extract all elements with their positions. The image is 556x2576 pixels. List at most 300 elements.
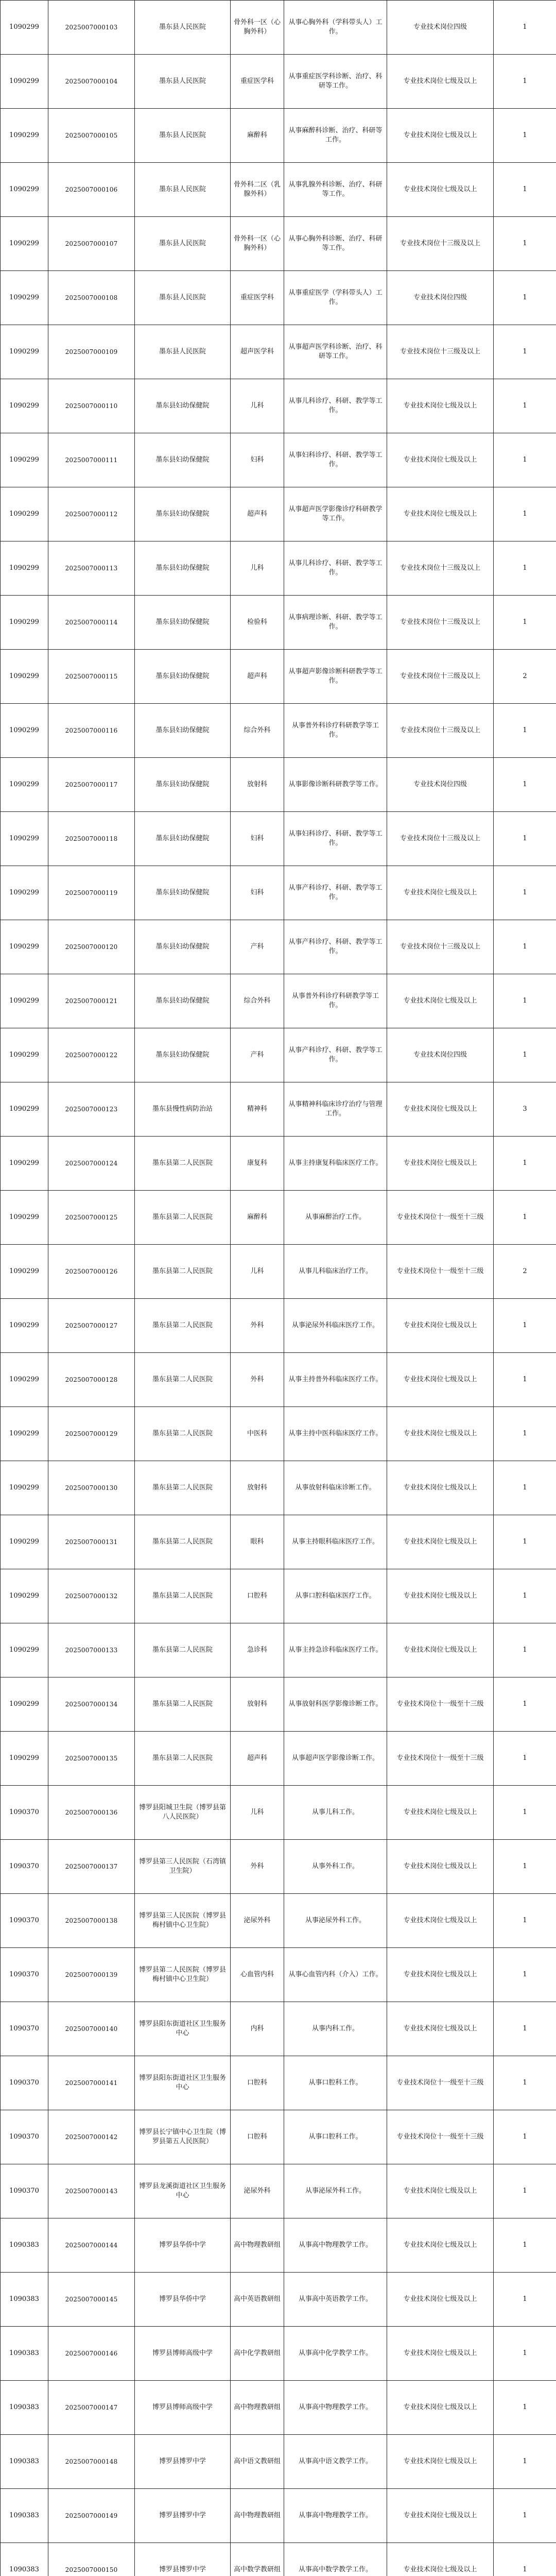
headcount-cell: 1 xyxy=(494,217,556,271)
department-cell: 高中数学教研组 xyxy=(231,2543,284,2576)
department-cell: 放射科 xyxy=(231,1461,284,1515)
department-cell: 儿科 xyxy=(231,541,284,596)
table-row xyxy=(1,1515,556,1569)
table-row xyxy=(1,2218,556,2273)
hiring-unit-cell: 墨东县妇幼保健院 xyxy=(135,433,231,487)
headcount-cell: 1 xyxy=(494,812,556,866)
duty-cell: 从事儿科临床治疗工作。 xyxy=(284,1245,387,1299)
hiring-unit-cell: 墨东县妇幼保健院 xyxy=(135,812,231,866)
post-type-cell: 专业技术岗位四级 xyxy=(387,758,494,812)
table-row xyxy=(1,487,556,541)
headcount-cell: 1 xyxy=(494,974,556,1028)
headcount-cell: 1 xyxy=(494,920,556,974)
hiring-unit-cell: 博罗县博师高级中学 xyxy=(135,2381,231,2435)
duty-cell: 从事泌尿外科工作。 xyxy=(284,1894,387,1948)
department-cell: 外科 xyxy=(231,1353,284,1407)
headcount-cell: 1 xyxy=(494,1191,556,1245)
headcount-cell: 1 xyxy=(494,704,556,758)
table-row xyxy=(1,1948,556,2002)
post-type-cell: 专业技术岗位七级及以上 xyxy=(387,1407,494,1461)
department-cell: 放射科 xyxy=(231,758,284,812)
post-type-cell: 专业技术岗位七级及以上 xyxy=(387,1353,494,1407)
table-row xyxy=(1,596,556,650)
department-cell: 泌尿外科 xyxy=(231,1894,284,1948)
table-row xyxy=(1,2381,556,2435)
department-cell: 内科 xyxy=(231,2002,284,2056)
table-row xyxy=(1,2164,556,2218)
headcount-cell: 1 xyxy=(494,1948,556,2002)
post-type-cell: 专业技术岗位七级及以上 xyxy=(387,1515,494,1569)
headcount-cell: 1 xyxy=(494,2218,556,2273)
unit-code-cell: 1090299 xyxy=(1,1245,48,1299)
table-row xyxy=(1,2002,556,2056)
post-code-cell: 2025007000147 xyxy=(48,2381,135,2435)
post-code-cell: 2025007000121 xyxy=(48,974,135,1028)
unit-code-cell: 1090299 xyxy=(1,1191,48,1245)
duty-cell: 从事高中物理教学工作。 xyxy=(284,2218,387,2273)
department-cell: 口腔科 xyxy=(231,2110,284,2164)
table-row xyxy=(1,2435,556,2489)
department-cell: 综合外科 xyxy=(231,974,284,1028)
post-code-cell: 2025007000139 xyxy=(48,1948,135,2002)
unit-code-cell: 1090299 xyxy=(1,1677,48,1732)
post-code-cell: 2025007000115 xyxy=(48,650,135,704)
unit-code-cell: 1090370 xyxy=(1,1894,48,1948)
post-type-cell: 专业技术岗位十一级至十三级 xyxy=(387,1677,494,1732)
unit-code-cell: 1090299 xyxy=(1,55,48,109)
hiring-unit-cell: 墨东县人民医院 xyxy=(135,55,231,109)
headcount-cell: 2 xyxy=(494,650,556,704)
post-code-cell: 2025007000144 xyxy=(48,2218,135,2273)
headcount-cell: 1 xyxy=(494,2164,556,2218)
post-type-cell: 专业技术岗位十三级及以上 xyxy=(387,920,494,974)
post-type-cell: 专业技术岗位四级 xyxy=(387,1,494,55)
post-code-cell: 2025007000111 xyxy=(48,433,135,487)
post-code-cell: 2025007000126 xyxy=(48,1245,135,1299)
post-type-cell: 专业技术岗位七级及以上 xyxy=(387,1786,494,1840)
headcount-cell: 1 xyxy=(494,1028,556,1082)
post-code-cell: 2025007000145 xyxy=(48,2273,135,2327)
department-cell: 高中物理教研组 xyxy=(231,2218,284,2273)
post-code-cell: 2025007000107 xyxy=(48,217,135,271)
department-cell: 重症医学科 xyxy=(231,271,284,325)
unit-code-cell: 1090299 xyxy=(1,974,48,1028)
table-row xyxy=(1,2543,556,2576)
post-code-cell: 2025007000140 xyxy=(48,2002,135,2056)
hiring-unit-cell: 墨东县第二人民医院 xyxy=(135,1191,231,1245)
post-type-cell: 专业技术岗位七级及以上 xyxy=(387,2543,494,2576)
table-row xyxy=(1,704,556,758)
headcount-cell: 1 xyxy=(494,1,556,55)
hiring-unit-cell: 墨东县第二人民医院 xyxy=(135,1569,231,1623)
unit-code-cell: 1090299 xyxy=(1,1353,48,1407)
department-cell: 精神科 xyxy=(231,1082,284,1137)
post-code-cell: 2025007000150 xyxy=(48,2543,135,2576)
duty-cell: 从事外科工作。 xyxy=(284,1840,387,1894)
department-cell: 产科 xyxy=(231,1028,284,1082)
post-type-cell: 专业技术岗位七级及以上 xyxy=(387,1082,494,1137)
post-type-cell: 专业技术岗位七级及以上 xyxy=(387,379,494,433)
department-cell: 麻醉科 xyxy=(231,109,284,163)
duty-cell: 从事产科诊疗、科研、教学等工作。 xyxy=(284,1028,387,1082)
hiring-unit-cell: 墨东县第二人民医院 xyxy=(135,1353,231,1407)
post-code-cell: 2025007000134 xyxy=(48,1677,135,1732)
unit-code-cell: 1090299 xyxy=(1,1569,48,1623)
table-row xyxy=(1,1299,556,1353)
hiring-unit-cell: 博罗县博罗中学 xyxy=(135,2489,231,2543)
headcount-cell: 1 xyxy=(494,1786,556,1840)
unit-code-cell: 1090299 xyxy=(1,487,48,541)
post-code-cell: 2025007000109 xyxy=(48,325,135,379)
duty-cell: 从事主持眼科临床医疗工作。 xyxy=(284,1515,387,1569)
table-body xyxy=(1,1,556,2576)
table-row xyxy=(1,55,556,109)
headcount-cell: 1 xyxy=(494,1515,556,1569)
table-row xyxy=(1,2110,556,2164)
hiring-unit-cell: 墨东县第二人民医院 xyxy=(135,1732,231,1786)
table-row xyxy=(1,1569,556,1623)
post-code-cell: 2025007000137 xyxy=(48,1840,135,1894)
duty-cell: 从事超声医学影像诊疗科研教学等工作。 xyxy=(284,487,387,541)
table-row xyxy=(1,271,556,325)
headcount-cell: 1 xyxy=(494,2056,556,2110)
duty-cell: 从事妇科诊疗、科研、教学等工作。 xyxy=(284,433,387,487)
hiring-unit-cell: 墨东县第二人民医院 xyxy=(135,1515,231,1569)
department-cell: 口腔科 xyxy=(231,2056,284,2110)
post-code-cell: 2025007000118 xyxy=(48,812,135,866)
hiring-unit-cell: 博罗县第三人民医院（石湾镇卫生院） xyxy=(135,1840,231,1894)
duty-cell: 从事口腔科临床医疗工作。 xyxy=(284,1569,387,1623)
post-type-cell: 专业技术岗位十一级至十三级 xyxy=(387,1191,494,1245)
post-type-cell: 专业技术岗位七级及以上 xyxy=(387,974,494,1028)
post-code-cell: 2025007000132 xyxy=(48,1569,135,1623)
post-code-cell: 2025007000142 xyxy=(48,2110,135,2164)
duty-cell: 从事高中化学教学工作。 xyxy=(284,2327,387,2381)
unit-code-cell: 1090299 xyxy=(1,109,48,163)
hiring-unit-cell: 博罗县阳东街道社区卫生服务中心 xyxy=(135,2002,231,2056)
hiring-unit-cell: 墨东县第二人民医院 xyxy=(135,1623,231,1677)
hiring-unit-cell: 墨东县妇幼保健院 xyxy=(135,487,231,541)
duty-cell: 从事内科工作。 xyxy=(284,2002,387,2056)
table-row xyxy=(1,2327,556,2381)
post-type-cell: 专业技术岗位十一级至十三级 xyxy=(387,2056,494,2110)
unit-code-cell: 1090299 xyxy=(1,704,48,758)
post-code-cell: 2025007000124 xyxy=(48,1137,135,1191)
post-type-cell: 专业技术岗位七级及以上 xyxy=(387,2327,494,2381)
table-row xyxy=(1,1786,556,1840)
unit-code-cell: 1090299 xyxy=(1,163,48,217)
table-row xyxy=(1,1840,556,1894)
duty-cell: 从事高中数学教学工作。 xyxy=(284,2543,387,2576)
duty-cell: 从事放射科医学影像诊断工作。 xyxy=(284,1677,387,1732)
duty-cell: 从事精神科临床诊疗治疗与管理工作。 xyxy=(284,1082,387,1137)
department-cell: 泌尿外科 xyxy=(231,2164,284,2218)
department-cell: 急诊科 xyxy=(231,1623,284,1677)
department-cell: 高中语文教研组 xyxy=(231,2435,284,2489)
post-code-cell: 2025007000146 xyxy=(48,2327,135,2381)
department-cell: 高中英语教研组 xyxy=(231,2273,284,2327)
duty-cell: 从事超声医学影像诊断工作。 xyxy=(284,1732,387,1786)
headcount-cell: 1 xyxy=(494,2110,556,2164)
headcount-cell: 1 xyxy=(494,433,556,487)
table-row xyxy=(1,541,556,596)
headcount-cell: 1 xyxy=(494,2002,556,2056)
table-row xyxy=(1,2489,556,2543)
headcount-cell: 1 xyxy=(494,2327,556,2381)
post-type-cell: 专业技术岗位七级及以上 xyxy=(387,109,494,163)
duty-cell: 从事妇科诊疗、科研、教学等工作。 xyxy=(284,812,387,866)
headcount-cell: 1 xyxy=(494,2273,556,2327)
unit-code-cell: 1090299 xyxy=(1,1407,48,1461)
post-type-cell: 专业技术岗位十三级及以上 xyxy=(387,325,494,379)
hiring-unit-cell: 墨东县妇幼保健院 xyxy=(135,974,231,1028)
post-code-cell: 2025007000128 xyxy=(48,1353,135,1407)
hiring-unit-cell: 博罗县博罗中学 xyxy=(135,2543,231,2576)
post-code-cell: 2025007000125 xyxy=(48,1191,135,1245)
headcount-cell: 1 xyxy=(494,325,556,379)
post-type-cell: 专业技术岗位七级及以上 xyxy=(387,2164,494,2218)
headcount-cell: 1 xyxy=(494,271,556,325)
department-cell: 高中物理教研组 xyxy=(231,2381,284,2435)
post-code-cell: 2025007000113 xyxy=(48,541,135,596)
table-row xyxy=(1,379,556,433)
unit-code-cell: 1090299 xyxy=(1,433,48,487)
duty-cell: 从事影像诊断科研教学等工作。 xyxy=(284,758,387,812)
hiring-unit-cell: 博罗县博罗中学 xyxy=(135,2435,231,2489)
table-row xyxy=(1,650,556,704)
table-row xyxy=(1,758,556,812)
post-type-cell: 专业技术岗位七级及以上 xyxy=(387,1894,494,1948)
duty-cell: 从事泌尿外科临床医疗工作。 xyxy=(284,1299,387,1353)
headcount-cell: 1 xyxy=(494,379,556,433)
unit-code-cell: 1090383 xyxy=(1,2381,48,2435)
post-type-cell: 专业技术岗位四级 xyxy=(387,1028,494,1082)
unit-code-cell: 1090299 xyxy=(1,866,48,920)
unit-code-cell: 1090299 xyxy=(1,1028,48,1082)
duty-cell: 从事心胸外科（学科带头人）工作。 xyxy=(284,1,387,55)
headcount-cell: 1 xyxy=(494,1569,556,1623)
hiring-unit-cell: 墨东县妇幼保健院 xyxy=(135,920,231,974)
duty-cell: 从事高中语文教学工作。 xyxy=(284,2435,387,2489)
unit-code-cell: 1090299 xyxy=(1,1515,48,1569)
unit-code-cell: 1090299 xyxy=(1,1732,48,1786)
department-cell: 康复科 xyxy=(231,1137,284,1191)
headcount-cell: 1 xyxy=(494,55,556,109)
department-cell: 妇科 xyxy=(231,812,284,866)
post-type-cell: 专业技术岗位十三级及以上 xyxy=(387,704,494,758)
unit-code-cell: 1090383 xyxy=(1,2543,48,2576)
hiring-unit-cell: 墨东县慢性病防治站 xyxy=(135,1082,231,1137)
duty-cell: 从事主持普外科临床医疗工作。 xyxy=(284,1353,387,1407)
hiring-unit-cell: 博罗县第三人民医院（博罗县梅村镇中心卫生院） xyxy=(135,1894,231,1948)
headcount-cell: 1 xyxy=(494,1894,556,1948)
hiring-unit-cell: 墨东县妇幼保健院 xyxy=(135,650,231,704)
table-row xyxy=(1,1353,556,1407)
unit-code-cell: 1090299 xyxy=(1,541,48,596)
department-cell: 妇科 xyxy=(231,866,284,920)
post-code-cell: 2025007000116 xyxy=(48,704,135,758)
post-code-cell: 2025007000135 xyxy=(48,1732,135,1786)
hiring-unit-cell: 墨东县人民医院 xyxy=(135,1,231,55)
headcount-cell: 1 xyxy=(494,163,556,217)
post-type-cell: 专业技术岗位七级及以上 xyxy=(387,163,494,217)
post-type-cell: 专业技术岗位七级及以上 xyxy=(387,2435,494,2489)
department-cell: 口腔科 xyxy=(231,1569,284,1623)
post-code-cell: 2025007000110 xyxy=(48,379,135,433)
unit-code-cell: 1090299 xyxy=(1,650,48,704)
post-code-cell: 2025007000106 xyxy=(48,163,135,217)
department-cell: 高中化学教研组 xyxy=(231,2327,284,2381)
headcount-cell: 1 xyxy=(494,109,556,163)
hiring-unit-cell: 墨东县第二人民医院 xyxy=(135,1461,231,1515)
department-cell: 心血管内科 xyxy=(231,1948,284,2002)
department-cell: 超声科 xyxy=(231,650,284,704)
post-code-cell: 2025007000136 xyxy=(48,1786,135,1840)
table-row xyxy=(1,1028,556,1082)
post-type-cell: 专业技术岗位七级及以上 xyxy=(387,1299,494,1353)
post-type-cell: 专业技术岗位七级及以上 xyxy=(387,2489,494,2543)
post-type-cell: 专业技术岗位十一级至十三级 xyxy=(387,1732,494,1786)
department-cell: 骨外科二区（乳腺外科） xyxy=(231,163,284,217)
table-row xyxy=(1,433,556,487)
hiring-unit-cell: 墨东县人民医院 xyxy=(135,217,231,271)
unit-code-cell: 1090299 xyxy=(1,271,48,325)
post-type-cell: 专业技术岗位七级及以上 xyxy=(387,2218,494,2273)
hiring-unit-cell: 墨东县妇幼保健院 xyxy=(135,866,231,920)
department-cell: 超声科 xyxy=(231,1732,284,1786)
table-row xyxy=(1,974,556,1028)
post-code-cell: 2025007000129 xyxy=(48,1407,135,1461)
headcount-cell: 1 xyxy=(494,866,556,920)
unit-code-cell: 1090299 xyxy=(1,217,48,271)
duty-cell: 从事超声医学科诊断、治疗、科研等工作。 xyxy=(284,325,387,379)
post-type-cell: 专业技术岗位七级及以上 xyxy=(387,1137,494,1191)
unit-code-cell: 1090299 xyxy=(1,1137,48,1191)
headcount-cell: 1 xyxy=(494,1840,556,1894)
duty-cell: 从事泌尿外科工作。 xyxy=(284,2164,387,2218)
post-type-cell: 专业技术岗位七级及以上 xyxy=(387,1569,494,1623)
unit-code-cell: 1090370 xyxy=(1,2110,48,2164)
hiring-unit-cell: 墨东县第二人民医院 xyxy=(135,1245,231,1299)
duty-cell: 从事高中英语教学工作。 xyxy=(284,2273,387,2327)
unit-code-cell: 1090299 xyxy=(1,1,48,55)
headcount-cell: 2 xyxy=(494,1245,556,1299)
post-code-cell: 2025007000123 xyxy=(48,1082,135,1137)
post-code-cell: 2025007000149 xyxy=(48,2489,135,2543)
post-code-cell: 2025007000138 xyxy=(48,1894,135,1948)
table-row xyxy=(1,1245,556,1299)
headcount-cell: 1 xyxy=(494,1677,556,1732)
unit-code-cell: 1090370 xyxy=(1,1840,48,1894)
unit-code-cell: 1090383 xyxy=(1,2327,48,2381)
post-type-cell: 专业技术岗位七级及以上 xyxy=(387,433,494,487)
headcount-cell: 1 xyxy=(494,1137,556,1191)
duty-cell: 从事产科诊疗、科研、教学等工作。 xyxy=(284,920,387,974)
post-code-cell: 2025007000119 xyxy=(48,866,135,920)
post-code-cell: 2025007000103 xyxy=(48,1,135,55)
department-cell: 妇科 xyxy=(231,433,284,487)
hiring-unit-cell: 墨东县妇幼保健院 xyxy=(135,704,231,758)
duty-cell: 从事儿科诊疗、科研、教学等工作。 xyxy=(284,541,387,596)
duty-cell: 从事心血管内科（介入）工作。 xyxy=(284,1948,387,2002)
headcount-cell: 1 xyxy=(494,758,556,812)
post-type-cell: 专业技术岗位七级及以上 xyxy=(387,1461,494,1515)
table-row xyxy=(1,1677,556,1732)
department-cell: 超声科 xyxy=(231,487,284,541)
department-cell: 检验科 xyxy=(231,596,284,650)
duty-cell: 从事口腔科工作。 xyxy=(284,2110,387,2164)
post-code-cell: 2025007000117 xyxy=(48,758,135,812)
duty-cell: 从事麻醉治疗工作。 xyxy=(284,1191,387,1245)
headcount-cell: 1 xyxy=(494,1461,556,1515)
duty-cell: 从事高中物理教学工作。 xyxy=(284,2489,387,2543)
post-type-cell: 专业技术岗位七级及以上 xyxy=(387,2002,494,2056)
unit-code-cell: 1090370 xyxy=(1,2002,48,2056)
duty-cell: 从事超声影像诊断科研教学等工作。 xyxy=(284,650,387,704)
table-row xyxy=(1,109,556,163)
unit-code-cell: 1090299 xyxy=(1,1082,48,1137)
unit-code-cell: 1090299 xyxy=(1,920,48,974)
headcount-cell: 1 xyxy=(494,1732,556,1786)
hiring-unit-cell: 墨东县人民医院 xyxy=(135,109,231,163)
hiring-unit-cell: 墨东县第二人民医院 xyxy=(135,1137,231,1191)
hiring-unit-cell: 墨东县人民医院 xyxy=(135,163,231,217)
unit-code-cell: 1090383 xyxy=(1,2273,48,2327)
headcount-cell: 1 xyxy=(494,2381,556,2435)
table-row xyxy=(1,1137,556,1191)
unit-code-cell: 1090299 xyxy=(1,758,48,812)
hiring-unit-cell: 墨东县妇幼保健院 xyxy=(135,379,231,433)
department-cell: 中医科 xyxy=(231,1407,284,1461)
unit-code-cell: 1090370 xyxy=(1,2164,48,2218)
department-cell: 超声医学科 xyxy=(231,325,284,379)
table-row xyxy=(1,2056,556,2110)
department-cell: 外科 xyxy=(231,1299,284,1353)
post-type-cell: 专业技术岗位十三级及以上 xyxy=(387,650,494,704)
table-row xyxy=(1,866,556,920)
table-row xyxy=(1,1623,556,1677)
post-type-cell: 专业技术岗位十三级及以上 xyxy=(387,596,494,650)
table-row xyxy=(1,163,556,217)
post-type-cell: 专业技术岗位十一级至十三级 xyxy=(387,2110,494,2164)
duty-cell: 从事儿科工作。 xyxy=(284,1786,387,1840)
hiring-unit-cell: 博罗县华侨中学 xyxy=(135,2273,231,2327)
post-code-cell: 2025007000122 xyxy=(48,1028,135,1082)
hiring-unit-cell: 墨东县第二人民医院 xyxy=(135,1407,231,1461)
hiring-unit-cell: 博罗县长宁镇中心卫生院（博罗县第五人民医院） xyxy=(135,2110,231,2164)
department-cell: 外科 xyxy=(231,1840,284,1894)
unit-code-cell: 1090370 xyxy=(1,2056,48,2110)
table-row xyxy=(1,1894,556,1948)
duty-cell: 从事儿科诊疗、科研、教学等工作。 xyxy=(284,379,387,433)
post-type-cell: 专业技术岗位十三级及以上 xyxy=(387,541,494,596)
table-row xyxy=(1,1082,556,1137)
department-cell: 综合外科 xyxy=(231,704,284,758)
unit-code-cell: 1090383 xyxy=(1,2435,48,2489)
post-type-cell: 专业技术岗位七级及以上 xyxy=(387,1623,494,1677)
post-type-cell: 专业技术岗位十三级及以上 xyxy=(387,812,494,866)
table-row xyxy=(1,2273,556,2327)
post-code-cell: 2025007000143 xyxy=(48,2164,135,2218)
hiring-unit-cell: 墨东县第二人民医院 xyxy=(135,1677,231,1732)
headcount-cell: 1 xyxy=(494,1299,556,1353)
hiring-unit-cell: 墨东县妇幼保健院 xyxy=(135,541,231,596)
post-type-cell: 专业技术岗位七级及以上 xyxy=(387,1948,494,2002)
duty-cell: 从事普外科诊疗科研教学等工作。 xyxy=(284,704,387,758)
duty-cell: 从事主持急诊科临床医疗工作。 xyxy=(284,1623,387,1677)
table-row xyxy=(1,1191,556,1245)
headcount-cell: 1 xyxy=(494,541,556,596)
